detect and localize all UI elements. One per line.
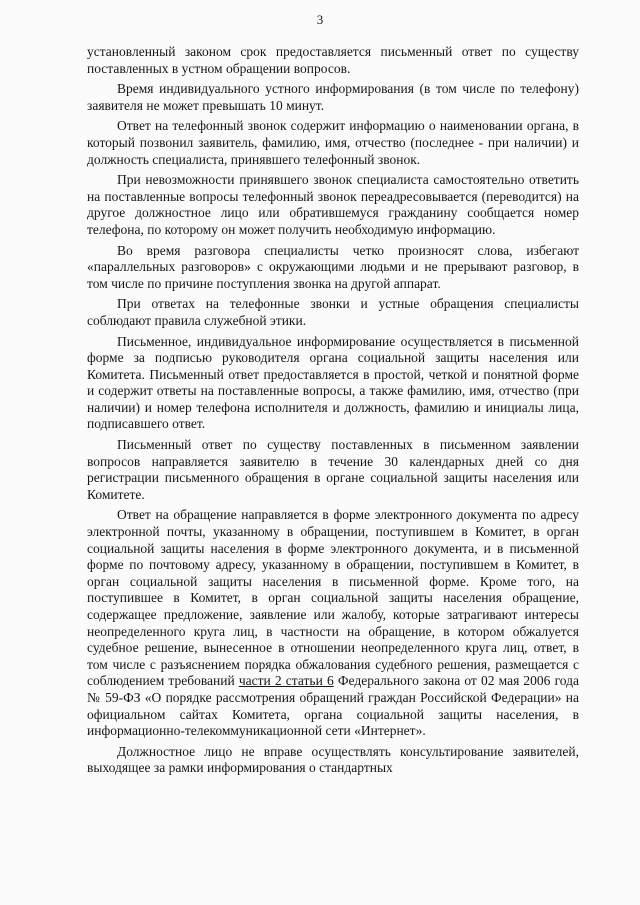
paragraph-written-answer-continuation: установленный законом срок предоставляется письменный ответ по существу поставленных в устном обращении вопросов. bbox=[87, 44, 579, 76]
paragraph-electronic-answer-text-before: Ответ на обращение направляется в форме электронного документа по адресу электронной почты, указанному в обращении, поступившем в Комитет, в орган социальной защиты населения в форме электронного документа, и в письменной форме по почтовому адресу, указанному в обращении, поступившем в Комитет, в орган социальной защиты населения в письменной форме. Кроме того, на поступившее в Комитет, в орган социальной защиты населения обращение, содержащее предложение, заявление или жалобу, которые затрагивают интересы неопределенного круга лиц, в частности на обращение, в котором обжалуется судебное решение, вынесенное в отношении неопределенного круга лиц, ответ, в том числе с разъяснением порядка обжалования судебного решения, размещается с соблюдением требований bbox=[87, 507, 579, 689]
paragraph-phone-answer-content: Ответ на телефонный звонок содержит информацию о наименовании органа, в который позвонил заявитель, фамилию, имя, отчество (последнее - при наличии) и должность специалиста, принявшего телефонный звонок. bbox=[87, 118, 579, 167]
paragraph-written-informing: Письменное, индивидуальное информирование осуществляется в письменной форме за подписью руководителя органа социальной защиты населения или Комитета. Письменный ответ предоставляется в простой, четкой и понятной форме и содержит ответы на поставленные вопросы, а также фамилию, имя, отчество (при наличии) и номер телефона исполнителя и должность, фамилию и инициалы лица, подписавшего ответ. bbox=[87, 333, 579, 432]
paragraph-electronic-answer-text-after: Федерального закона от 02 мая 2006 года № 59-ФЗ «О порядке рассмотрения обращений граждан Российской Федерации» на официальном сайтах Комитета, органа социальной защиты населения, в информационно-телекоммуникационной сети «Интернет». bbox=[87, 673, 580, 739]
document-body bbox=[87, 44, 579, 781]
paragraph-electronic-answer bbox=[87, 507, 579, 739]
paragraph-consulting-limits: Должностное лицо не вправе осуществлять консультирование заявителей, выходящее за рамки информирования о стандартных bbox=[87, 743, 579, 776]
paragraph-written-answer-deadline: Письменный ответ по существу поставленных в письменном заявлении вопросов направляется заявителю в течение 30 календарных дней со дня регистрации письменного обращения в органе социальной защиты населения или Комитете. bbox=[87, 437, 579, 502]
paragraph-service-ethics: При ответах на телефонные звонки и устные обращения специалисты соблюдают правила служебной этики. bbox=[87, 296, 579, 328]
paragraph-oral-time-limit: Время индивидуального устного информирования (в том числе по телефону) заявителя не может превышать 10 минут. bbox=[87, 81, 579, 113]
paragraph-conversation-rules: Во время разговора специалисты четко произносят слова, избегают «параллельных разговоров» с окружающими людьми и не прерывают разговор, в том числе по причине поступления звонка на другой аппарат. bbox=[87, 242, 579, 291]
law-reference-link[interactable]: части 2 статьи 6 bbox=[238, 673, 334, 689]
page-number: 3 bbox=[316, 12, 324, 27]
paragraph-call-redirect: При невозможности принявшего звонок специалиста самостоятельно ответить на поставленные вопросы телефонный звонок переадресовывается (переводится) на другое должностное лицо или обратившемуся гражданину сообщается номер телефона, по которому он может получить необходимую информацию. bbox=[87, 172, 579, 237]
